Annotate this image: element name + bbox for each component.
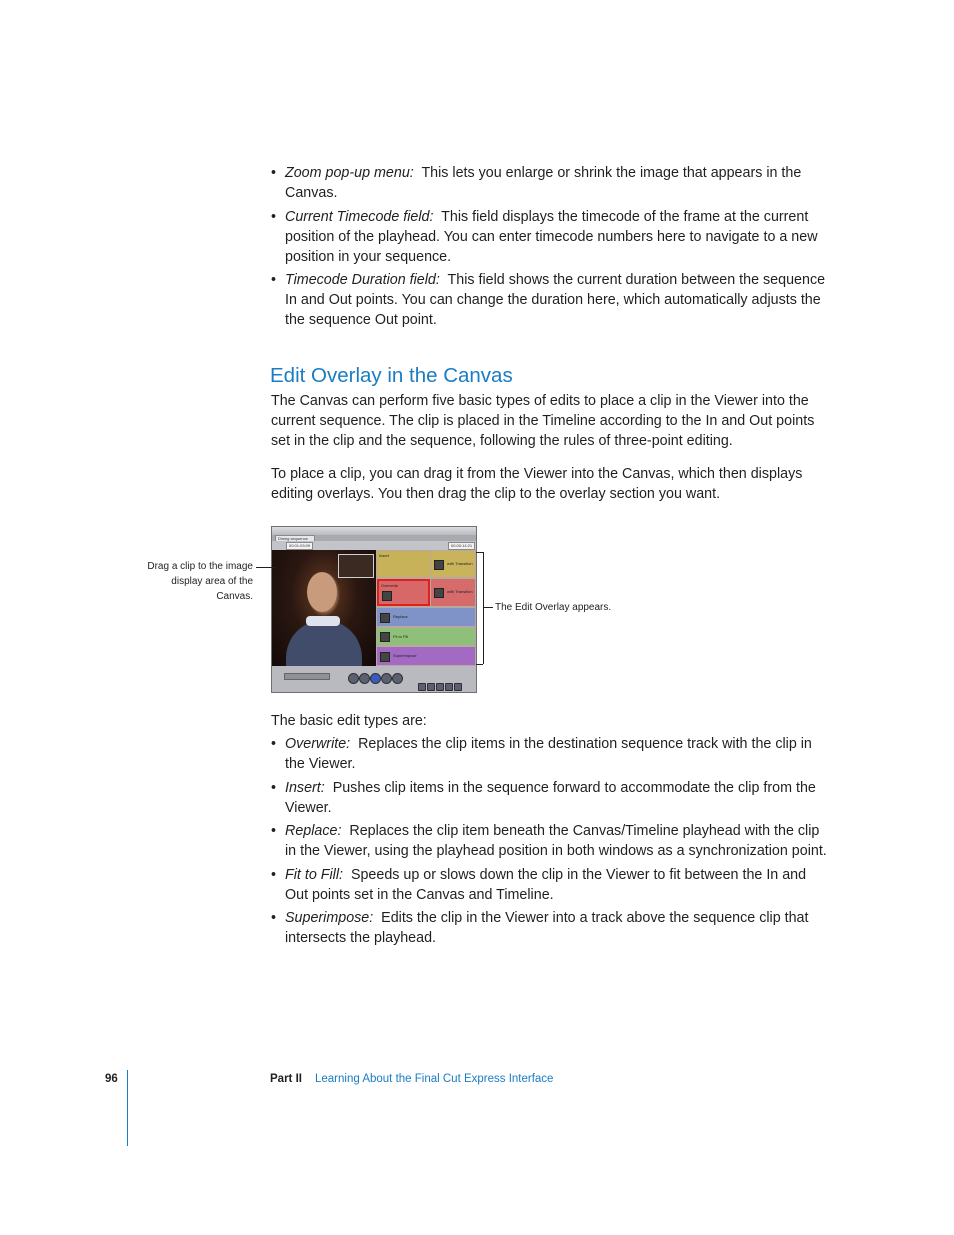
- person-collar: [306, 616, 340, 626]
- overlay-superimpose: Superimpose: [377, 647, 475, 665]
- bullet-list-top: [271, 163, 831, 334]
- list-term: Timecode Duration field:: [285, 272, 440, 288]
- list-text: This field displays the timecode of the frame at the current position of the playhead. You can enter timecode numbers here to navigate to a new position in your sequence.: [285, 208, 818, 265]
- list-text: Pushes clip items in the sequence forward to accommodate the clip from the Viewer.: [285, 779, 816, 816]
- list-term: Insert:: [285, 779, 325, 796]
- footer-part: Part II: [270, 1073, 302, 1085]
- overlay-overwrite-transition: with Transition: [431, 579, 475, 606]
- list-term: Replace:: [285, 823, 342, 839]
- body-paragraph: The basic edit types are:: [271, 713, 427, 729]
- sequence-tab: Dining sequence: [275, 535, 315, 542]
- overlay-fit-to-fill: Fit to Fill: [377, 628, 475, 645]
- bracket-bottom: [476, 664, 483, 665]
- mark-out-icon: [427, 683, 435, 691]
- list-text: Replaces the clip items in the destination sequence track with the clip in the Viewer.: [285, 736, 812, 772]
- timecode-duration-field: 00:01:03:09: [286, 542, 313, 550]
- callout-right: The Edit Overlay appears.: [495, 602, 612, 613]
- section-heading: Edit Overlay in the Canvas: [270, 364, 513, 387]
- list-item: [271, 270, 831, 330]
- bracket-vertical: [483, 552, 484, 664]
- overlay-insert-transition: with Transition: [431, 551, 475, 577]
- list-item: [271, 821, 831, 861]
- callout-right-line: [483, 607, 493, 608]
- list-text: Replaces the clip item beneath the Canvas/Timeline playhead with the clip in the Viewer, using the playhead position in both windows as a synchronization point.: [285, 823, 827, 859]
- footer-chapter-title: Learning About the Final Cut Express Interface: [315, 1073, 554, 1085]
- image-display-area: [272, 550, 376, 666]
- overlay-overwrite: Overwrite: [377, 579, 430, 606]
- list-text: This lets you enlarge or shrink the image that appears in the Canvas.: [285, 165, 802, 201]
- list-item: [271, 865, 831, 905]
- play-icon: [370, 673, 381, 684]
- add-keyframe-icon: [445, 683, 453, 691]
- play-around-icon: [392, 673, 403, 684]
- list-term: Overwrite:: [285, 736, 351, 752]
- match-frame-icon: [454, 683, 462, 691]
- page-number: 96: [105, 1073, 118, 1085]
- list-text: Edits the clip in the Viewer into a track above the sequence clip that intersects the playhead.: [285, 910, 809, 946]
- next-edit-icon: [381, 673, 392, 684]
- edit-overlay: [376, 550, 476, 666]
- footer-divider: [127, 1070, 128, 1146]
- list-item: [271, 163, 831, 203]
- body-paragraph: To place a clip, you can drag it from the Viewer into the Canvas, which then displays editing overlays. You then drag the clip to the overlay section you want.: [271, 466, 803, 502]
- canvas-screenshot: [271, 526, 477, 693]
- overlay-insert: Insert: [377, 551, 430, 577]
- overlay-replace: Replace: [377, 608, 475, 626]
- list-item: [271, 778, 831, 818]
- window-titlebar: [272, 527, 476, 535]
- bullet-list-edit-types: [271, 734, 831, 952]
- play-in-to-out-icon: [348, 673, 359, 684]
- callout-left-line: [256, 567, 275, 568]
- person-body: [286, 620, 362, 666]
- add-marker-icon: [436, 683, 444, 691]
- list-item: [271, 908, 831, 948]
- previous-edit-icon: [359, 673, 370, 684]
- callout-left: Drag a clip to the image display area of the Canvas.: [147, 561, 253, 602]
- list-term: Zoom pop-up menu:: [285, 165, 414, 181]
- list-term: Current Timecode field:: [285, 208, 434, 225]
- list-item: [271, 207, 831, 267]
- dragged-clip-thumbnail: [338, 554, 374, 578]
- list-item: [271, 734, 831, 774]
- person-face: [307, 572, 337, 612]
- mark-in-icon: [418, 683, 426, 691]
- bracket-top: [476, 552, 483, 553]
- list-text: Speeds up or slows down the clip in the Viewer to fit between the In and Out points set in the Canvas and Timeline.: [285, 866, 807, 903]
- body-paragraph: The Canvas can perform five basic types of edits to place a clip in the Viewer into the current sequence. The clip is placed in the Timeline according to the In and Out points set in the clip and the sequence, following the rules of three-point editing.: [271, 393, 815, 449]
- current-timecode-field: 00:00:14:21: [448, 542, 475, 550]
- list-term: Fit to Fill:: [285, 866, 343, 883]
- list-term: Superimpose:: [285, 910, 374, 926]
- list-text: This field shows the current duration between the sequence In and Out points. You can change the duration here, which automatically adjusts the the sequence Out point.: [285, 272, 826, 328]
- scrubber-bar: [284, 673, 330, 680]
